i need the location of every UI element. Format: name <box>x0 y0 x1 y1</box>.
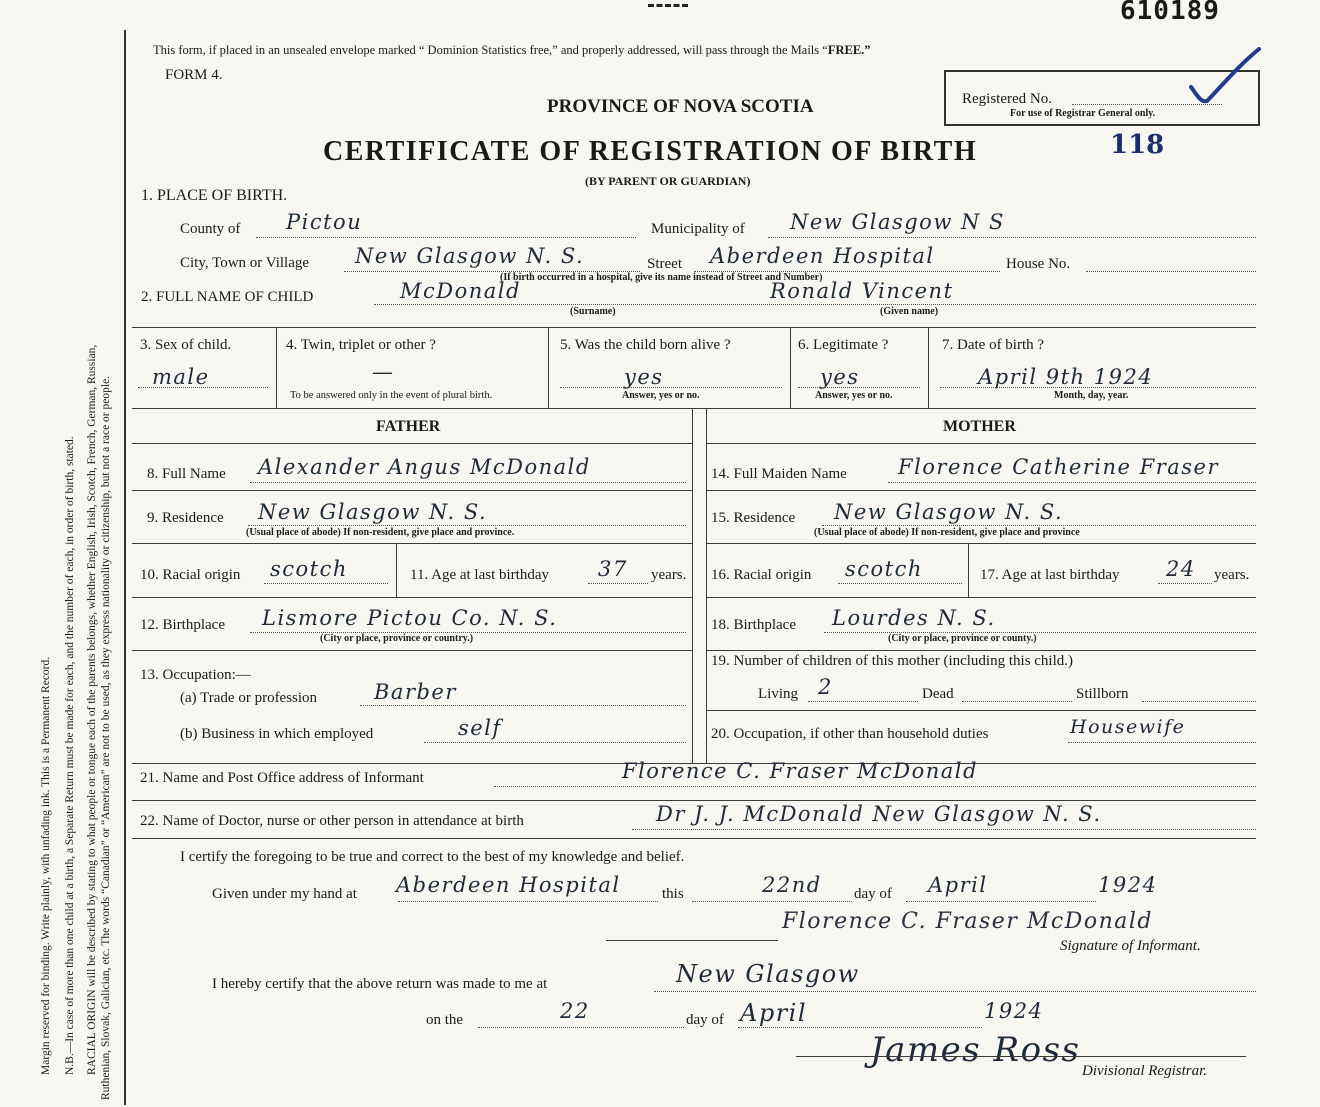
row-rule-4m <box>706 650 1256 651</box>
registered-number-label: Registered No. <box>962 91 1052 107</box>
father-residence-line <box>248 525 686 526</box>
mother-age-line <box>1158 583 1212 584</box>
registrar-month-line <box>738 1027 982 1028</box>
birth-date-line <box>940 387 1256 388</box>
registrar-certify-text: I hereby certify that the above return was made to me at <box>212 976 548 992</box>
row-rule-5m <box>706 710 1256 711</box>
top-mark <box>648 4 688 7</box>
informant-signature-caption: Signature of Informant. <box>1060 938 1201 954</box>
informant-line <box>494 786 1256 787</box>
mother-race-value: scotch <box>845 557 923 581</box>
mother-birthplace-note: (City or place, province or county.) <box>888 633 1037 644</box>
child-name-label: 2. FULL NAME OF CHILD <box>141 289 314 305</box>
certify-text: I certify the foregoing to be true and correct to the best of my knowledge and belief. <box>180 849 685 865</box>
registrar-year-value: 1924 <box>984 999 1044 1023</box>
informant-signature-rule <box>606 940 778 941</box>
registrar-on-label: on the <box>426 1012 464 1028</box>
legitimate-line <box>798 387 920 388</box>
margin-note-2: N.B.—In case of more than one child at a birth, a Separate Return must be made for each, and the number of each, in order of birth, stated. <box>64 436 76 1075</box>
mother-occupation-line <box>1068 742 1256 743</box>
mother-dead-line <box>962 701 1072 702</box>
mother-children-label: 19. Number of children of this mother (including this child.) <box>711 653 1074 669</box>
birth-date-note: Month, day, year. <box>1054 390 1129 401</box>
mother-residence-note: (Usual place of abode) If non-resident, give place and province <box>814 527 1080 538</box>
row-rule-1 <box>132 490 692 491</box>
mother-residence-value: New Glasgow N. S. <box>834 500 1064 524</box>
legitimate-label: 6. Legitimate ? <box>798 337 889 353</box>
surname-caption: (Surname) <box>570 306 616 317</box>
registrar-day-of-label: day of <box>686 1012 724 1028</box>
father-residence-label: 9. Residence <box>147 510 224 526</box>
row-rule-3m <box>706 597 1256 598</box>
father-name-line <box>250 482 686 483</box>
mother-age-label: 17. Age at last birthday <box>980 567 1120 583</box>
mother-name-label: 14. Full Maiden Name <box>711 466 847 482</box>
mother-age-value: 24 <box>1166 557 1196 581</box>
given-this-label: this <box>662 886 684 902</box>
given-day-line <box>692 901 852 902</box>
father-residence-value: New Glasgow N. S. <box>258 500 488 524</box>
row-rule-3 <box>132 597 692 598</box>
sex-label: 3. Sex of child. <box>140 337 232 353</box>
father-business-value: self <box>458 716 502 740</box>
birth-date-value: April 9th 1924 <box>978 365 1154 389</box>
registrar-place-line <box>654 991 1256 992</box>
mother-name-value: Florence Catherine Fraser <box>898 455 1220 479</box>
mother-heading: MOTHER <box>943 418 1016 435</box>
row3-div-1 <box>276 327 277 408</box>
province-heading: PROVINCE OF NOVA SCOTIA <box>547 96 814 117</box>
county-value: Pictou <box>286 210 363 234</box>
place-of-birth-heading: 1. PLACE OF BIRTH. <box>141 187 288 204</box>
father-business-label: (b) Business in which employed <box>180 726 374 742</box>
given-under-place: Aberdeen Hospital <box>396 873 621 897</box>
column-divider-left <box>692 408 693 763</box>
city-value: New Glasgow N. S. <box>355 244 585 268</box>
father-name-label: 8. Full Name <box>147 466 226 482</box>
house-number-label: House No. <box>1006 256 1071 272</box>
municipality-label: Municipality of <box>651 221 745 237</box>
informant-value: Florence C. Fraser McDonald <box>622 759 978 783</box>
mail-notice <box>153 43 871 58</box>
margin-note-4: Ruthenian, Slovak, Galician, etc. The words “Canadian” or “American” are not to be used, as they express nationality or citizenship, but not a race or people. <box>100 375 112 1100</box>
twin-value: — <box>372 360 395 384</box>
municipality-value: New Glasgow N S <box>790 210 1005 234</box>
doctor-value: Dr J. J. McDonald New Glasgow N. S. <box>656 802 1102 826</box>
document-subtitle: (BY PARENT OR GUARDIAN) <box>585 174 751 188</box>
birth-date-label: 7. Date of birth ? <box>942 337 1045 353</box>
county-label: County of <box>180 221 241 237</box>
informant-signature: Florence C. Fraser McDonald <box>782 909 1153 934</box>
father-birthplace-label: 12. Birthplace <box>140 617 225 633</box>
born-alive-label: 5. Was the child born alive ? <box>560 337 731 353</box>
given-year-value: 1924 <box>1098 873 1158 897</box>
given-under-label: Given under my hand at <box>212 886 357 902</box>
row-rule-4 <box>132 650 692 651</box>
mother-residence-label: 15. Residence <box>711 510 796 526</box>
father-age-label: 11. Age at last birthday <box>410 567 549 583</box>
margin-rule <box>124 30 126 1105</box>
father-business-line <box>424 742 686 743</box>
twin-note: To be answered only in the event of plural birth. <box>290 390 493 401</box>
city-label: City, Town or Village <box>180 255 310 271</box>
mother-residence-line <box>822 525 1256 526</box>
given-month-value: April <box>928 873 988 897</box>
father-race-line <box>264 583 388 584</box>
father-age-value: 37 <box>598 557 628 581</box>
father-race-label: 10. Racial origin <box>140 567 241 583</box>
mother-birthplace-value: Lourdes N. S. <box>832 606 996 630</box>
child-given-value: Ronald Vincent <box>770 279 954 303</box>
given-under-line <box>398 901 658 902</box>
born-alive-value: yes <box>624 365 664 389</box>
mother-stillborn-label: Stillborn <box>1076 686 1129 702</box>
row-rule-2 <box>132 543 692 544</box>
mother-race-label: 16. Racial origin <box>711 567 812 583</box>
serial-number: 610189 <box>1120 0 1220 26</box>
mother-occupation-label: 20. Occupation, if other than household duties <box>711 726 989 742</box>
father-heading: FATHER <box>376 418 441 435</box>
municipality-line <box>768 237 1256 238</box>
hospital-note: (If birth occurred in a hospital, give its name instead of Street and Number) <box>500 272 823 283</box>
row3-top-rule <box>132 327 1256 328</box>
father-name-value: Alexander Angus McDonald <box>258 455 591 479</box>
registrar-day-line <box>478 1027 684 1028</box>
mail-notice-text: This form, if placed in an unsealed envelope marked “ Dominion Statistics free,” and properly addressed, will pass through the Mails “ <box>153 43 828 57</box>
race-age-divider-f <box>396 543 397 597</box>
registrar-signature: James Ross <box>870 1030 1081 1070</box>
child-surname-value: McDonald <box>400 279 521 303</box>
twin-label: 4. Twin, triplet or other ? <box>286 337 436 353</box>
father-residence-note: (Usual place of abode) If non-resident, give place and province. <box>246 527 515 538</box>
registration-handwritten-number: 118 <box>1110 130 1165 160</box>
row-rule-2m <box>706 543 1256 544</box>
legitimate-note: Answer, yes or no. <box>815 390 893 401</box>
row-rule-1m <box>706 490 1256 491</box>
mother-age-unit: years. <box>1214 567 1250 583</box>
row3-div-2 <box>548 327 549 408</box>
sex-line <box>138 387 268 388</box>
father-heading-rule <box>132 443 692 444</box>
child-name-line <box>374 304 1256 305</box>
mother-name-line <box>888 482 1256 483</box>
father-occupation-label: 13. Occupation:— <box>140 667 251 683</box>
father-birthplace-value: Lismore Pictou Co. N. S. <box>262 606 558 630</box>
street-value: Aberdeen Hospital <box>710 244 935 268</box>
row3-bottom-rule <box>132 408 1256 409</box>
registrar-place-value: New Glasgow <box>676 960 860 988</box>
form-number: FORM 4. <box>165 67 223 83</box>
check-mark-icon <box>1185 45 1265 115</box>
row-rule-7 <box>132 800 1256 801</box>
margin-note-3: RACIAL ORIGIN will be described by stating to what people or tongue each of the parents belongs, whether English, Irish, Scotch, French, German, Russian, <box>86 344 98 1075</box>
father-trade-value: Barber <box>374 680 457 704</box>
registrar-caption: Divisional Registrar. <box>1082 1063 1208 1079</box>
county-line <box>256 237 636 238</box>
street-label: Street <box>647 256 682 272</box>
mother-heading-rule <box>706 443 1256 444</box>
race-age-divider-m <box>968 543 969 597</box>
mother-stillborn-line <box>1142 701 1256 702</box>
row3-div-4 <box>928 327 929 408</box>
mother-occupation-value: Housewife <box>1070 716 1186 738</box>
mother-race-line <box>838 583 962 584</box>
mother-birthplace-label: 18. Birthplace <box>711 617 796 633</box>
mother-dead-label: Dead <box>922 686 954 702</box>
registrar-signature-rule <box>796 1056 1246 1057</box>
doctor-line <box>632 829 1256 830</box>
father-trade-line <box>360 705 686 706</box>
registrar-month-value: April <box>740 999 808 1027</box>
father-age-unit: years. <box>651 567 687 583</box>
row3-div-3 <box>790 327 791 408</box>
legitimate-value: yes <box>820 365 860 389</box>
born-alive-note: Answer, yes or no. <box>622 390 700 401</box>
father-age-line <box>588 583 648 584</box>
mother-living-value: 2 <box>818 675 833 699</box>
mail-notice-free: FREE.” <box>827 43 871 57</box>
document-title: CERTIFICATE OF REGISTRATION OF BIRTH <box>323 136 978 167</box>
informant-label: 21. Name and Post Office address of Informant <box>140 770 424 786</box>
house-number-line <box>1086 271 1256 272</box>
margin-note-1: Margin reserved for binding. Write plainly, with unfading ink. This is a Permanent Record. <box>40 656 52 1075</box>
doctor-label: 22. Name of Doctor, nurse or other person in attendance at birth <box>140 813 524 829</box>
father-trade-label: (a) Trade or profession <box>180 690 318 706</box>
given-day-value: 22nd <box>762 873 822 897</box>
mother-living-label: Living <box>758 686 798 702</box>
born-alive-line <box>560 387 782 388</box>
row-rule-8 <box>132 838 1256 839</box>
father-birthplace-note: (City or place, province or country.) <box>320 633 474 644</box>
registrar-use-note: For use of Registrar General only. <box>1010 108 1156 119</box>
given-month-line <box>906 901 1096 902</box>
given-day-of-label: day of <box>854 886 892 902</box>
registrar-day-value: 22 <box>560 999 590 1023</box>
sex-value: male <box>152 365 210 389</box>
father-race-value: scotch <box>270 557 348 581</box>
given-name-caption: (Given name) <box>880 306 939 317</box>
mother-living-line <box>808 701 918 702</box>
